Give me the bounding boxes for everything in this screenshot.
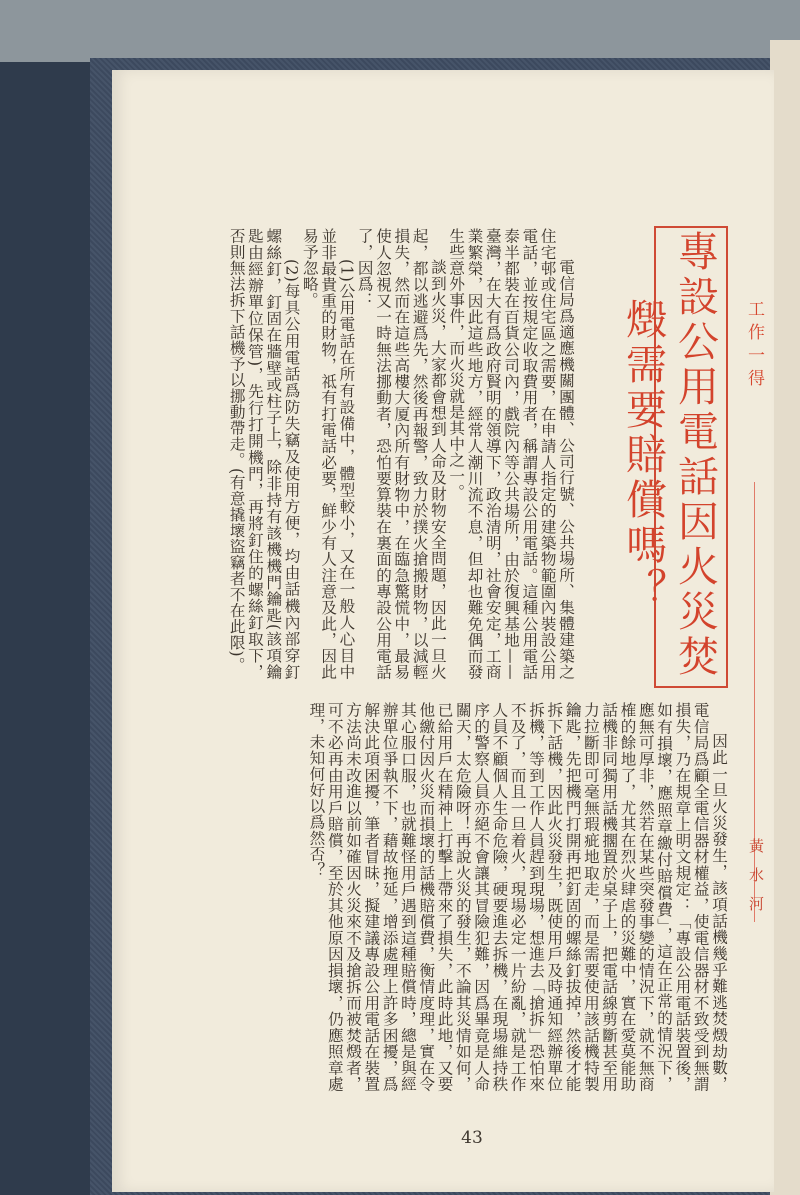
column-label: 工作一得 bbox=[744, 300, 764, 392]
page bbox=[112, 70, 774, 1192]
book-cover-top bbox=[0, 0, 800, 62]
adjacent-page-edge bbox=[770, 40, 800, 1195]
adjacent-page-ghost-text bbox=[774, 40, 798, 1195]
article-title-mark: ？ bbox=[619, 567, 667, 613]
page-number: 43 bbox=[461, 1128, 483, 1148]
author-name: 黃水河 bbox=[747, 838, 765, 925]
article-title-text: 專設公用電話因火災焚燬需要賠償嗎 bbox=[619, 230, 719, 680]
paragraph-1: 電信局爲適應機關團體、公司行號、公共場所、集體建築之住宅邨或住宅區之需要，在申請人指定的建築物範圍內裝設公用電話，並按規定收取費用者，稱謂專設公用電話。這種公用電話泰半都裝在百貨公司內，戲院內等公共場所，由於復興基地——臺灣，在大有爲政府賢明的領導下，政治清明，社會安定，工商業繁榮，因此這些地方，經常人潮川流不息，但却也難免偶而發生些意外事件，而火災就是其中之一。 bbox=[447, 228, 575, 680]
article-title bbox=[619, 230, 721, 680]
paragraph-2: 談到火災，大家都會想到人命及財物安全問題，因此一旦火起，都以逃避爲先，然後再報警，致力於撲火搶搬財物，以減輕損失，然而在這些高樓大厦內所有財物中，在臨急驚慌中，最易使人忽視又一時無法挪動者，恐怕要算裝在裏面的專設公用電話了，因爲： bbox=[355, 228, 447, 680]
paragraph-3: (1)公用電話在所有設備中，體型較小，又在一般人心目中並非最貴重的財物，祗有打電話必要，鮮少有人注意及此，因此易予忽略。 bbox=[300, 228, 356, 680]
paragraph-4: (2)每具公用電話爲防失竊及使用方便，均由話機內部穿釘螺絲釘，釘固在牆壁或柱子上，除非持有該機機門鑰匙(該項鑰匙由經辦單位保管)，先行打開機門，再將釘住的螺絲釘取下，否則無法拆下話機予以挪動帶走。(有意撬壞盜竊者不在此限)。 bbox=[227, 228, 301, 680]
paragraph-5: 因此一旦火災發生，該項話機幾乎難逃焚燬劫數，電信局爲顧全電信器材權益，使電信器材不致受到無謂損失，乃在規章上明文規定：「專設公用電話裝置後，如有損壞，應照章繳付賠償費」，這在正常的情況下，應無可厚非，然若在某些突發事變的情況下，就不無商榷的餘地了，尤其在烈火肆虐的災難中，實在愛莫能助話機非同獨用話機擱置於桌子上，把電話線剪斷甚至用力拉斷即可毫無瑕疵地取走，而是需要使用該話機特製鑰匙，先把機門打開再把釘固的螺絲釘拔掉，然後才能拆下話機，因此火災發生，既使用戶及時通知經辦單位拆機，等到工作人員趕到現場，想進去「搶拆」恐怕來不及了，而且一旦着火，現場必定一片紛亂，就是工作人員不顧個人生命危險，硬要進去拆機，在現場維持秩序的警察人員亦絕不會讓其冒險犯難，因爲畢竟是人命關天，太危險呀！再說火災的發生，不論其災情如何，已給用戶在精神上打擊上帶來了損失，此時此地，又要他繳付因火災而損壞的話機賠償費，衡情度理，實在令其心服口服，也就難怪用戶遇到這種賠償時，總是與經辦單位爭執不下，藉故拖延，增添處理上許多困擾，爲解決此項困擾，筆者冒昧，擬建議專設公用電話在裝置方法尚未改進以前如確因火災來不及搶拆而被焚燬者，可不必再由用戶賠償，至於其他原因損壞，仍應照章處理，未知何好以爲然否？ bbox=[307, 702, 728, 1092]
article-body-lower bbox=[160, 702, 728, 1092]
article-body-upper bbox=[160, 228, 575, 680]
